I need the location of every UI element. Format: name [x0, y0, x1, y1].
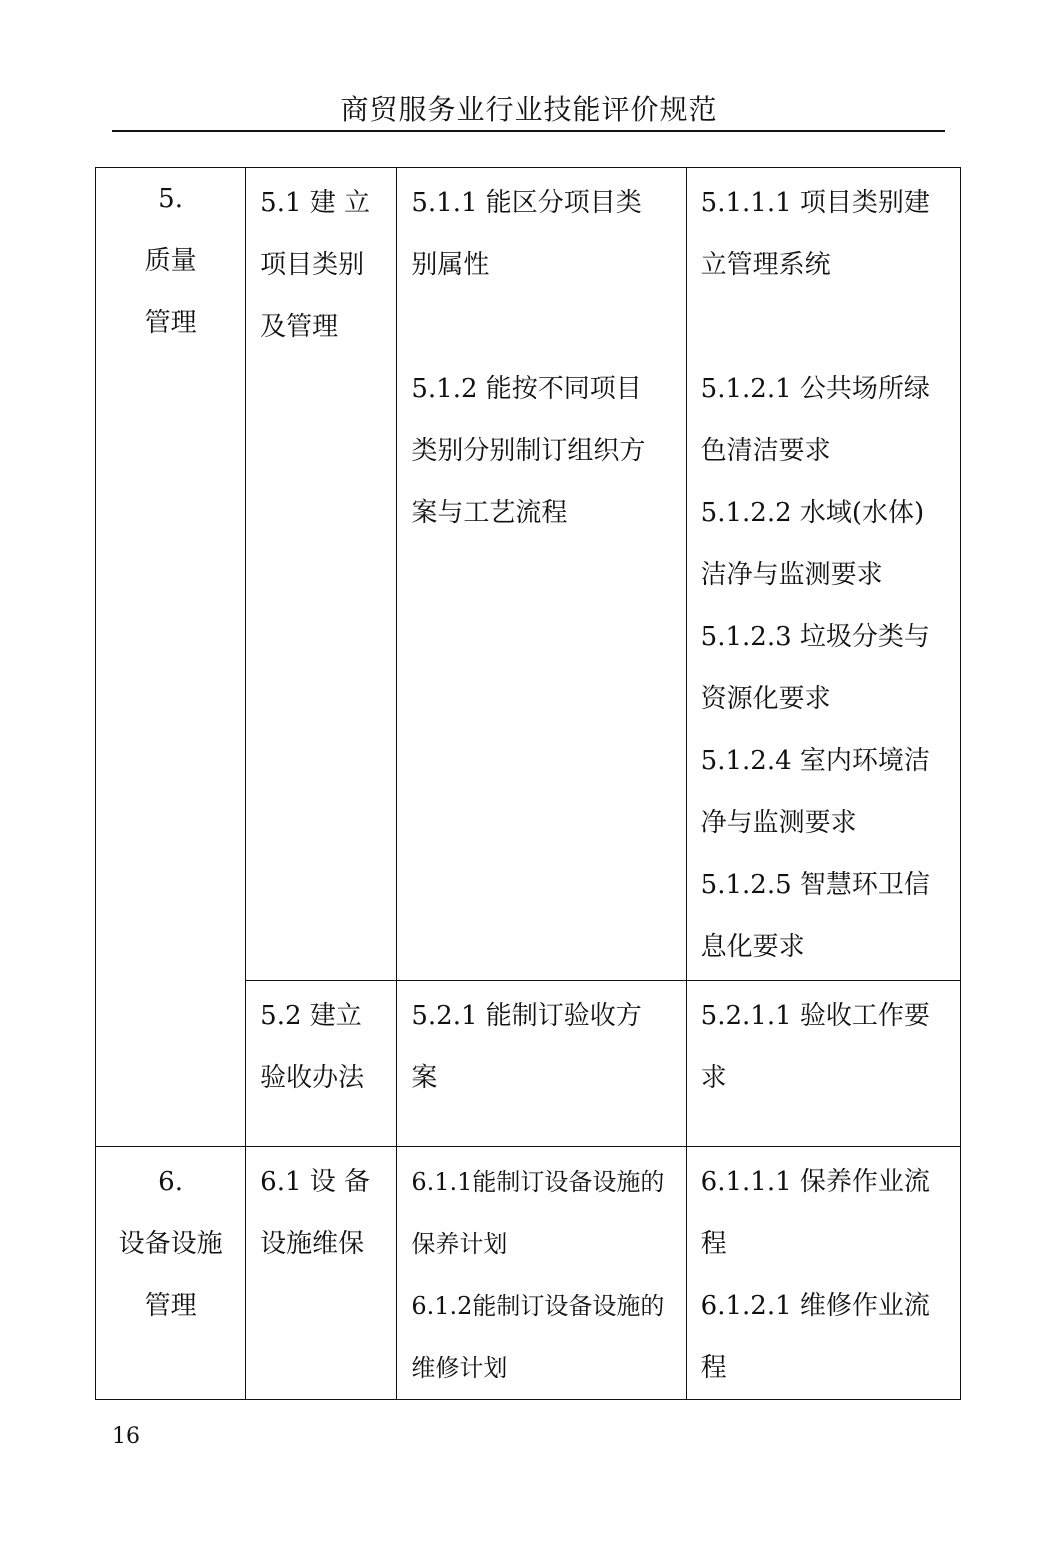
- running-header-title: 商贸服务业行业技能评价规范: [340, 93, 718, 126]
- knowledge-cell: [686, 168, 960, 981]
- category-number: 6.: [158, 1167, 183, 1197]
- knowledge-text: 5.1.2.3 垃圾分类与: [700, 622, 930, 652]
- knowledge-text: 5.1.2.1 公共场所绿: [700, 374, 930, 404]
- task-text: 5.1 建 立: [260, 188, 371, 218]
- task-cell: [246, 1147, 397, 1400]
- skill-text: 类别分别制订组织方: [411, 436, 646, 466]
- skills-table: [95, 167, 961, 1400]
- category-number: 5.: [158, 184, 183, 214]
- category-label: 管理: [144, 1291, 197, 1321]
- header-rule: [112, 130, 945, 132]
- task-cell: [246, 168, 397, 981]
- knowledge-text: 5.1.2.5 智慧环卫信: [700, 870, 930, 900]
- page-number: 16: [112, 1424, 140, 1449]
- skill-text: 5.1.2 能按不同项目: [411, 374, 642, 404]
- knowledge-text: 5.1.2.4 室内环境洁: [700, 746, 930, 776]
- table-row: [96, 1147, 961, 1400]
- skill-text: 维修计划: [411, 1354, 508, 1382]
- knowledge-cell: [686, 1147, 960, 1400]
- knowledge-cell: [686, 981, 960, 1147]
- skill-text: 6.1.2能制订设备设施的: [411, 1292, 665, 1320]
- knowledge-text: 资源化要求: [700, 684, 831, 714]
- category-label: 设备设施: [118, 1229, 223, 1259]
- task-text: 及管理: [260, 312, 339, 342]
- knowledge-text: 程: [700, 1353, 727, 1383]
- knowledge-text: 程: [700, 1229, 727, 1259]
- knowledge-text: 求: [700, 1063, 727, 1093]
- knowledge-text: 息化要求: [700, 932, 805, 962]
- knowledge-text: 5.1.2.2 水域(水体): [700, 498, 925, 528]
- category-label: 管理: [144, 308, 197, 338]
- skill-text: 6.1.1能制订设备设施的: [411, 1168, 665, 1196]
- skill-cell: [397, 168, 686, 981]
- knowledge-text: 6.1.2.1 维修作业流: [700, 1291, 930, 1321]
- knowledge-text: 色清洁要求: [700, 436, 831, 466]
- knowledge-text: 5.1.1.1 项目类别建: [700, 188, 930, 218]
- task-cell: [246, 981, 397, 1147]
- task-text: 6.1 设 备: [260, 1167, 371, 1197]
- task-text: 5.2 建立: [260, 1001, 362, 1031]
- table-row: [96, 168, 961, 981]
- skill-cell: [397, 981, 686, 1147]
- spacer: [701, 296, 948, 358]
- knowledge-text: 洁净与监测要求: [700, 560, 883, 590]
- skill-text: 案与工艺流程: [411, 498, 568, 528]
- spacer: [411, 296, 673, 358]
- task-text: 项目类别: [260, 250, 365, 280]
- skill-text: 5.1.1 能区分项目类: [411, 188, 642, 218]
- skill-cell: [397, 1147, 686, 1400]
- knowledge-text: 6.1.1.1 保养作业流: [700, 1167, 930, 1197]
- knowledge-text: 净与监测要求: [700, 808, 857, 838]
- skill-text: 案: [411, 1063, 438, 1093]
- knowledge-text: 5.2.1.1 验收工作要: [700, 1001, 930, 1031]
- knowledge-text: 立管理系统: [700, 250, 831, 280]
- category-cell-equipment: [96, 1147, 246, 1400]
- task-text: 设施维保: [260, 1229, 365, 1259]
- task-text: 验收办法: [260, 1063, 365, 1093]
- skill-text: 5.2.1 能制订验收方: [411, 1001, 642, 1031]
- category-cell-quality: [96, 168, 246, 1147]
- skill-text: 别属性: [411, 250, 490, 280]
- skill-text: 保养计划: [411, 1230, 508, 1258]
- category-label: 质量: [144, 246, 197, 276]
